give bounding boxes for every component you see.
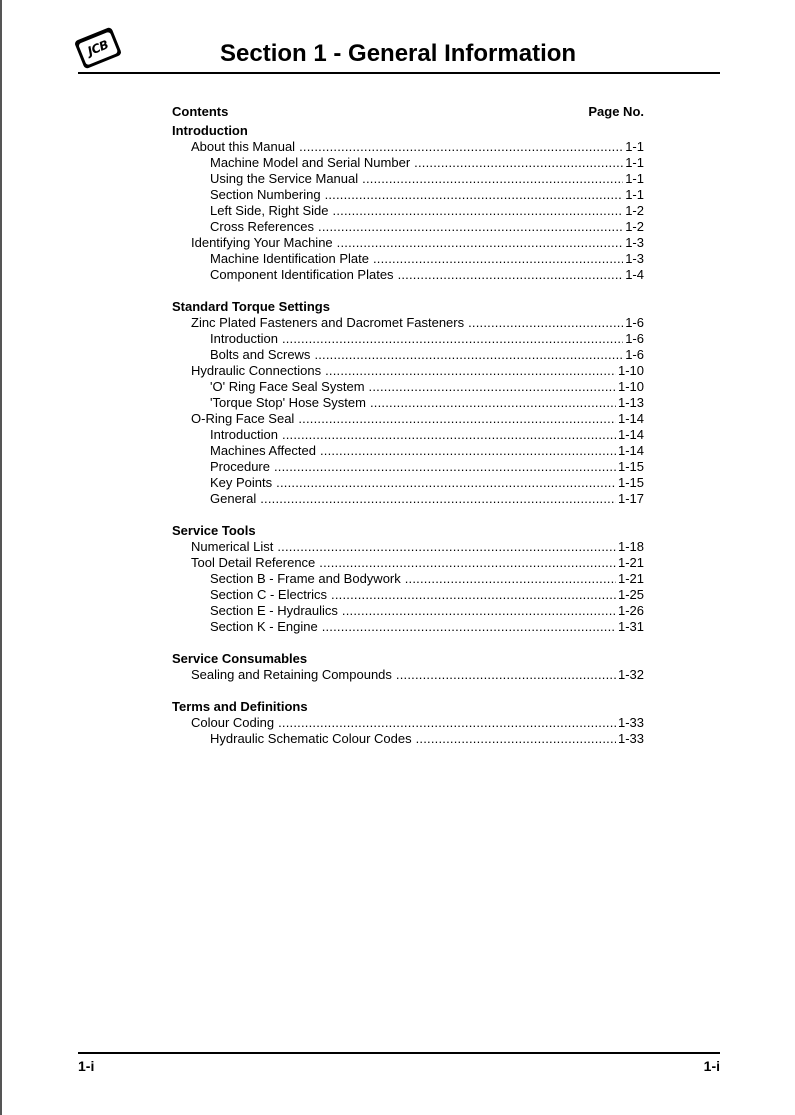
toc-entry-page: 1-4: [625, 267, 644, 282]
toc-entry-page: 1-1: [625, 155, 644, 170]
page-left-border: [0, 0, 2, 1115]
toc-entry-page: 1-17: [617, 491, 644, 506]
toc-entry-page: 1-1: [625, 139, 644, 154]
toc-entry[interactable]: [172, 491, 644, 507]
toc-entry-title: 'O' Ring Face Seal System: [210, 379, 365, 394]
toc-entry-page: 1-10: [617, 363, 644, 378]
toc-entry[interactable]: [172, 219, 644, 235]
dot-leader: [337, 235, 624, 251]
toc-entry-title: Section C - Electrics: [210, 587, 328, 602]
toc-entry-title: Numerical List: [191, 539, 274, 554]
section-spacer: [172, 507, 644, 523]
toc-entry-page: 1-21: [617, 571, 644, 586]
table-of-contents: [172, 123, 644, 747]
dot-leader: [276, 475, 616, 491]
toc-entry[interactable]: [172, 459, 644, 475]
footer-page-left: 1-i: [78, 1058, 95, 1074]
header-rule: [78, 72, 720, 74]
dot-leader: [282, 331, 623, 347]
dot-leader: [318, 219, 623, 235]
dot-leader: [299, 139, 623, 155]
toc-entry-title: Introduction: [210, 427, 278, 442]
toc-entry[interactable]: [172, 395, 644, 411]
toc-entry-title: Sealing and Retaining Compounds: [191, 667, 392, 682]
toc-entry[interactable]: [172, 155, 644, 171]
dot-leader: [325, 187, 624, 203]
section-spacer: [172, 683, 644, 699]
toc-entry[interactable]: [172, 347, 644, 363]
toc-entry-title: Cross References: [210, 219, 315, 234]
toc-entry-title: Section E - Hydraulics: [210, 603, 338, 618]
toc-entry-title: Hydraulic Schematic Colour Codes: [210, 731, 412, 746]
toc-entry-page: 1-31: [617, 619, 644, 634]
toc-entry-page: 1-2: [625, 203, 644, 218]
toc-entry-title: Identifying Your Machine: [191, 235, 333, 250]
dot-leader: [260, 491, 616, 507]
toc-entry-title: Using the Service Manual: [210, 171, 359, 186]
dot-leader: [342, 603, 616, 619]
footer-page-right: 1-i: [703, 1058, 720, 1074]
toc-entry-title: Section B - Frame and Bodywork: [210, 571, 401, 586]
toc-entry[interactable]: [172, 587, 644, 603]
toc-entry-title: Procedure: [210, 459, 270, 474]
toc-entry[interactable]: [172, 379, 644, 395]
toc-entry-title: Left Side, Right Side: [210, 203, 329, 218]
toc-entry-title: Zinc Plated Fasteners and Dacromet Fasteners: [191, 315, 465, 330]
section-spacer: [172, 635, 644, 651]
dot-leader: [398, 267, 624, 283]
toc-entry-title: Section K - Engine: [210, 619, 318, 634]
footer-rule: [78, 1052, 720, 1054]
toc-entry-title: Component Identification Plates: [210, 267, 394, 282]
dot-leader: [325, 363, 616, 379]
dot-leader: [298, 411, 616, 427]
dot-leader: [277, 539, 616, 555]
toc-entry[interactable]: [172, 571, 644, 587]
toc-entry-page: 1-26: [617, 603, 644, 618]
contents-header: [172, 104, 644, 122]
toc-entry-page: 1-1: [625, 171, 644, 186]
toc-entry-page: 1-10: [617, 379, 644, 394]
dot-leader: [405, 571, 616, 587]
toc-entry[interactable]: [172, 235, 644, 251]
toc-entry-page: 1-33: [617, 731, 644, 746]
toc-entry-page: 1-1: [625, 187, 644, 202]
dot-leader: [322, 619, 616, 635]
toc-entry[interactable]: [172, 203, 644, 219]
toc-entry-page: 1-3: [625, 235, 644, 250]
toc-entry[interactable]: [172, 315, 644, 331]
toc-entry-title: General: [210, 491, 257, 506]
dot-leader: [396, 667, 616, 683]
toc-entry-page: 1-15: [617, 459, 644, 474]
dot-leader: [274, 459, 616, 475]
dot-leader: [278, 715, 616, 731]
toc-entry-title: Bolts and Screws: [210, 347, 311, 362]
toc-entry-page: 1-14: [617, 411, 644, 426]
toc-entry[interactable]: [172, 187, 644, 203]
toc-section-title[interactable]: Service Consumables: [172, 651, 308, 666]
toc-section-title[interactable]: Service Tools: [172, 523, 256, 538]
toc-entry-page: 1-6: [625, 315, 644, 330]
toc-entry[interactable]: [172, 411, 644, 427]
toc-entry-title: Machine Model and Serial Number: [210, 155, 411, 170]
toc-entry[interactable]: [172, 555, 644, 571]
toc-section-title[interactable]: Introduction: [172, 123, 248, 138]
toc-entry-title: 'Torque Stop' Hose System: [210, 395, 366, 410]
toc-entry[interactable]: [172, 139, 644, 155]
toc-entry-page: 1-18: [617, 539, 644, 554]
dot-leader: [468, 315, 623, 331]
dot-leader: [320, 443, 616, 459]
section-spacer: [172, 283, 644, 299]
toc-entry-page: 1-25: [617, 587, 644, 602]
toc-entry[interactable]: [172, 331, 644, 347]
toc-entry-title: Machine Identification Plate: [210, 251, 369, 266]
dot-leader: [370, 395, 616, 411]
toc-entry[interactable]: [172, 715, 644, 731]
toc-entry-title: Machines Affected: [210, 443, 316, 458]
page-number-label: Page No.: [588, 104, 644, 119]
dot-leader: [282, 427, 616, 443]
toc-entry[interactable]: [172, 443, 644, 459]
toc-entry-title: Colour Coding: [191, 715, 275, 730]
dot-leader: [416, 731, 616, 747]
dot-leader: [373, 251, 623, 267]
dot-leader: [314, 347, 623, 363]
toc-entry-page: 1-6: [625, 347, 644, 362]
toc-entry[interactable]: [172, 667, 644, 683]
toc-entry-page: 1-14: [617, 443, 644, 458]
toc-entry-title: Introduction: [210, 331, 278, 346]
contents-label: Contents: [172, 104, 229, 119]
toc-entry-page: 1-15: [617, 475, 644, 490]
toc-entry-page: 1-14: [617, 427, 644, 442]
toc-entry[interactable]: [172, 731, 644, 747]
jcb-logo-text: JCB: [85, 37, 111, 59]
dot-leader: [331, 587, 616, 603]
toc-entry-page: 1-33: [617, 715, 644, 730]
toc-entry-page: 1-2: [625, 219, 644, 234]
dot-leader: [362, 171, 623, 187]
dot-leader: [319, 555, 616, 571]
toc-entry[interactable]: [172, 251, 644, 267]
toc-entry-title: Section Numbering: [210, 187, 321, 202]
toc-entry[interactable]: [172, 619, 644, 635]
toc-entry[interactable]: [172, 171, 644, 187]
toc-entry[interactable]: [172, 475, 644, 491]
toc-entry[interactable]: [172, 539, 644, 555]
toc-entry-title: Hydraulic Connections: [191, 363, 322, 378]
page-title: Section 1 - General Information: [220, 40, 577, 67]
toc-entry[interactable]: [172, 363, 644, 379]
toc-section-title[interactable]: Terms and Definitions: [172, 699, 308, 714]
toc-entry-page: 1-32: [617, 667, 644, 682]
jcb-logo: [74, 27, 122, 70]
toc-entry-page: 1-21: [617, 555, 644, 570]
toc-entry-title: Tool Detail Reference: [191, 555, 316, 570]
toc-section-title[interactable]: Standard Torque Settings: [172, 299, 330, 314]
toc-entry[interactable]: [172, 427, 644, 443]
toc-entry-title: About this Manual: [191, 139, 296, 154]
dot-leader: [333, 203, 624, 219]
dot-leader: [369, 379, 616, 395]
toc-entry-page: 1-13: [617, 395, 644, 410]
toc-entry[interactable]: [172, 267, 644, 283]
toc-entry-title: Key Points: [210, 475, 273, 490]
dot-leader: [414, 155, 623, 171]
toc-entry-page: 1-6: [625, 331, 644, 346]
toc-entry-title: O-Ring Face Seal: [191, 411, 295, 426]
toc-entry-page: 1-3: [625, 251, 644, 266]
toc-entry[interactable]: [172, 603, 644, 619]
